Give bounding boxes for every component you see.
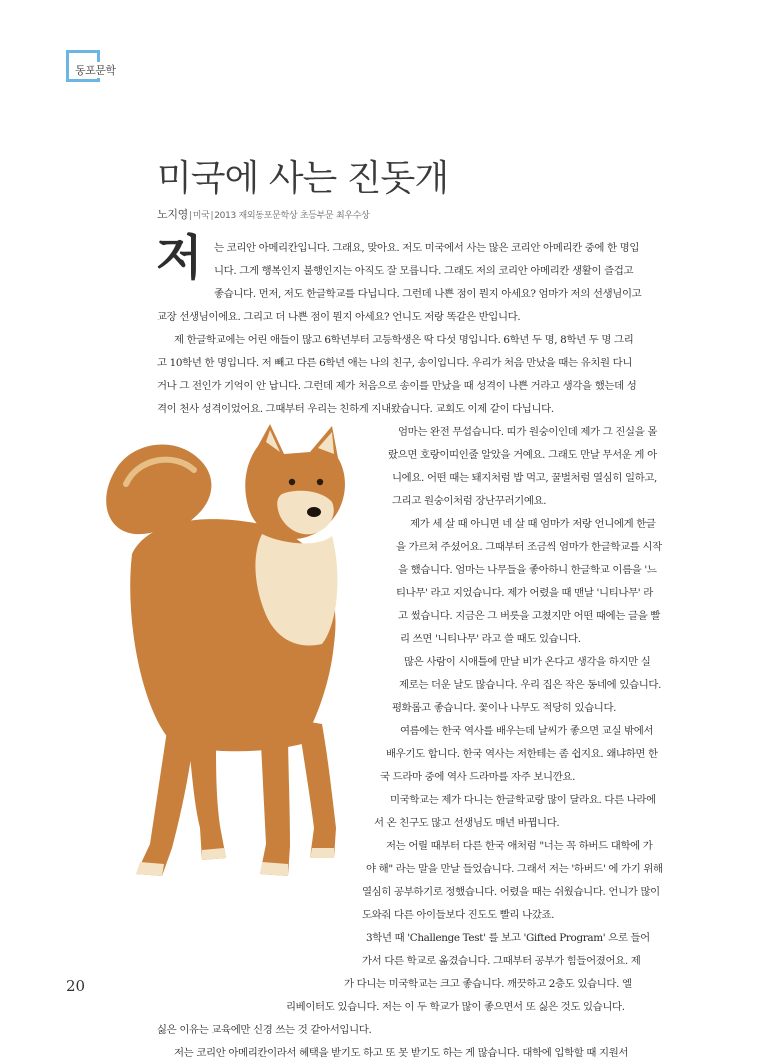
award-text: 2013 재외동포문학상 초등부문 최우수상: [214, 211, 370, 221]
body-line: 3학년 때 'Challenge Test' 를 보고 'Gifted Program' 으로 들어: [366, 932, 650, 944]
body-line: 그리고 원숭이처럼 장난꾸러기예요.: [392, 495, 547, 507]
section-label: 동포문학: [75, 64, 116, 77]
body-line: 많은 사람이 시애틀에 만날 비가 온다고 생각을 하지만 실: [404, 656, 651, 668]
body-line: 야 해" 라는 말을 만날 들었습니다. 그래서 저는 '하버드' 에 가기 위해: [366, 863, 663, 875]
body-line: 티나무' 라고 지었습니다. 제가 어렸을 때 맨날 '니티나무' 라: [396, 587, 653, 599]
author-country: 미국: [192, 211, 210, 221]
body-line: 도와줘 다른 아이들보다 진도도 빨리 나갔죠.: [362, 909, 555, 921]
article-title: 미국에 사는 진돗개: [157, 158, 449, 199]
body-line: 저는 코리안 아메리칸이라서 혜택을 받기도 하고 또 못 받기도 하는 게 많습니다. 대학에 입학할 때 지원서: [174, 1047, 629, 1059]
body-line: 미국학교는 제가 다니는 한글학교랑 많이 달라요. 다른 나라에: [390, 794, 656, 806]
body-line: 평화롭고 좋습니다. 꽃이나 나무도 적당히 있습니다.: [392, 702, 617, 714]
body-line: 고 10학년 한 명입니다. 저 빼고 다른 6학년 애는 나의 친구, 송이입니다. 우리가 처음 만났을 때는 유치원 다니: [157, 357, 633, 369]
body-line: 가서 다른 학교로 옮겼습니다. 그때부터 공부가 힘들어졌어요. 제: [362, 955, 641, 967]
body-line: 는 코리안 아메리칸입니다. 그래요, 맞아요. 저도 미국에서 사는 많은 코리안 아메리칸 중에 한 명입: [214, 242, 640, 254]
dog-illustration: [92, 424, 392, 886]
body-line: 리 쓰면 '니티나무' 라고 쓸 때도 있습니다.: [400, 633, 581, 645]
body-line: 배우기도 합니다. 한국 역사는 저한테는 좀 쉽지요. 왜냐하면 한: [386, 748, 658, 760]
body-line: 랐으면 호랑이띠인줄 알았을 거예요. 그래도 만날 무서운 게 아: [388, 449, 657, 461]
body-line: 니다. 그게 행복인지 불행인지는 아직도 잘 모릅니다. 그래도 저의 코리안 아메리칸 생활이 즐겁고: [214, 265, 634, 277]
body-line: 저는 어릴 때부터 다른 한국 애처럼 "너는 꼭 하버드 대학에 가: [386, 840, 653, 852]
body-line: 여름에는 한국 역사를 배우는데 날씨가 좋으면 교실 밖에서: [400, 725, 654, 737]
body-line: 제가 세 살 때 아니면 네 살 때 엄마가 저랑 언니에게 한글: [410, 518, 656, 530]
body-line: 좋습니다. 먼저, 저도 한글학교를 다닙니다. 그런데 나쁜 점이 뭔지 아세요? 엄마가 저의 선생님이고: [214, 288, 642, 300]
byline: [157, 206, 370, 222]
drop-cap: 저: [156, 230, 203, 286]
body-line: 열심히 공부하기로 정했습니다. 어렸을 때는 쉬웠습니다. 언니가 많이: [362, 886, 660, 898]
byline-separator: |: [188, 211, 192, 221]
body-line: 고 썼습니다. 지금은 그 버릇을 고쳤지만 어떤 때에는 글을 빨: [398, 610, 661, 622]
body-line: 거나 그 전인가 기억이 안 납니다. 그런데 제가 처음으로 송이를 만났을 때 성격이 나쁜 거라고 생각을 했는데 성: [157, 380, 637, 392]
body-line: 서 온 친구도 많고 선생님도 매년 바뀝니다.: [374, 817, 560, 829]
byline-separator: |: [210, 211, 214, 221]
body-line: 제 한글학교에는 어린 애들이 많고 6학년부터 고등학생은 딱 다섯 명입니다. 6학년 두 명, 8학년 두 명 그리: [174, 334, 634, 346]
body-line: 을 했습니다. 엄마는 나무들을 좋아하니 한글학교 이름을 '느: [398, 564, 657, 576]
body-line: 을 가르쳐 주셨어요. 그때부터 조금씩 엄마가 한글학교를 시작: [396, 541, 662, 553]
body-line: 리베이터도 있습니다. 저는 이 두 학교가 많이 좋으면서 또 싫은 것도 있습니다.: [286, 1001, 625, 1013]
body-line: 엄마는 완전 무섭습니다. 띠가 원숭이인데 제가 그 진실을 몰: [398, 426, 658, 438]
body-line: 교장 선생님이에요. 그리고 더 나쁜 점이 뭔지 아세요? 언니도 저랑 똑같은 반입니다.: [157, 311, 521, 323]
body-line: 격이 천사 성격이었어요. 그때부터 우리는 친하게 지내왔습니다. 교회도 이제 같이 다닙니다.: [157, 403, 554, 415]
author-name: 노지영: [157, 208, 188, 221]
body-line: 싫은 이유는 교육에만 신경 쓰는 것 같아서입니다.: [157, 1024, 372, 1036]
body-line: 가 다니는 미국학교는 크고 좋습니다. 깨끗하고 2층도 있습니다. 엘: [344, 978, 632, 990]
body-line: 제로는 더운 날도 많습니다. 우리 집은 작은 동네에 있습니다.: [399, 679, 662, 691]
body-line: 니에요. 어떤 때는 돼지처럼 밥 먹고, 꿀벌처럼 열심히 일하고,: [392, 472, 657, 484]
page-number: 20: [66, 977, 86, 995]
body-line: 국 드라마 중에 역사 드라마를 자주 보니깐요.: [380, 771, 576, 783]
